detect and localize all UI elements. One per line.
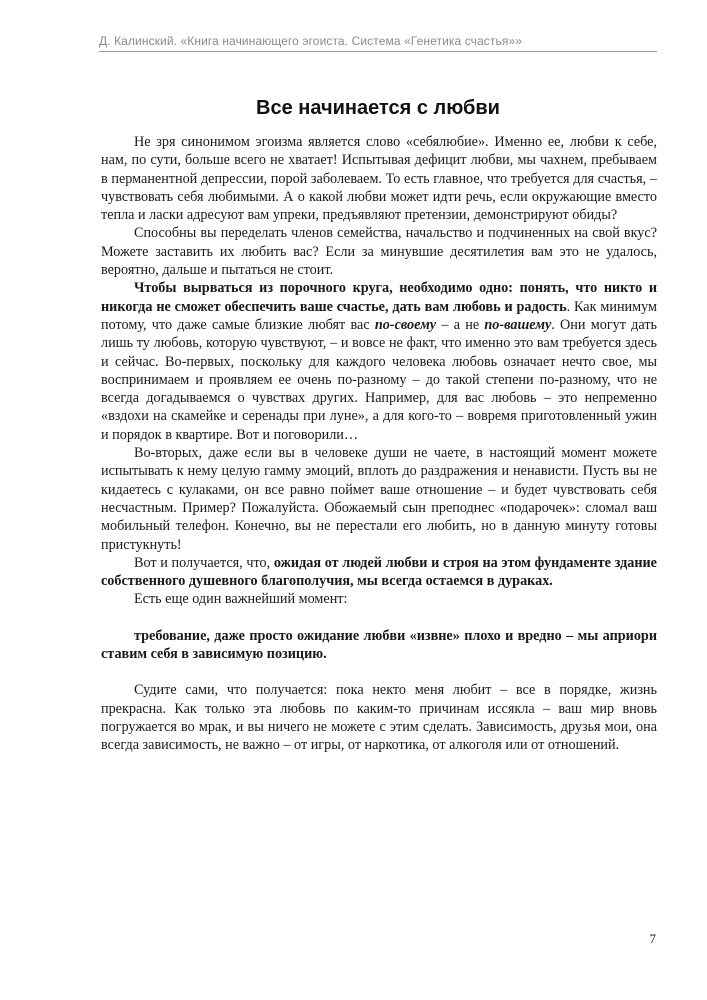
paragraph-3-text-a: . Как минимум потому, что даже самые близкие любят вас (101, 298, 657, 333)
paragraph-2: Способны вы переделать членов семейства, начальство и подчиненных на свой вкус? Можете заставить их любить вас? Если за минувшие десятилетия вам это не удалось, вероятно, дальше и пытаться не стоит. (101, 225, 657, 279)
paragraph-4: Во-вторых, даже если вы в человеке души не чаете, в настоящий момент можете испытывать к нему целую гамму эмоций, вплоть до раздражения и ненависти. Пусть вы не кидаетесь с кулаками, он все равно поймет ваше отношение – и будет чувствовать себя несчастным. Пример? Пожалуйста. Обожаемый сын преподнес «подарочек»: сломал ваш мобильный телефон. Конечно, вы не перестали его любить, но в данную минуту готовы пристукнуть! (101, 445, 657, 553)
running-header: Д. Калинский. «Книга начинающего эгоиста. Система «Генетика счастья»» (99, 34, 522, 48)
paragraph-5 (101, 554, 657, 591)
emphasis-po-vashemu: по-вашему (484, 316, 552, 333)
chapter-body (101, 133, 657, 755)
bold-conclusion: ожидая от людей любви и строя на этом фундаменте здание собственного душевного благополучия, мы всегда остаемся в дураках. (101, 554, 657, 590)
paragraph-3-text-b: – а не (436, 316, 485, 333)
paragraph-5-text: Вот и получается, что, (134, 554, 274, 571)
paragraph-6: Есть еще один важнейший момент: (134, 591, 348, 608)
bold-statement: Чтобы вырваться из порочного круга, необходимо одно: понять, что никто и никогда не сможет обеспечить ваше счастье, дать вам любовь и радость (101, 280, 657, 315)
page-number: 7 (649, 931, 656, 946)
paragraph-8: Судите сами, что получается: пока некто меня любит – все в порядке, жизнь прекрасна. Как только эта любовь по каким-то причинам иссякла – ваш мир вновь погружается во мрак, и вы ничего не можете с этим сделать. Зависимость, друзья мои, она всегда зависимость, не важно – от игры, от наркотика, от алкоголя или от отношений. (101, 682, 657, 754)
paragraph-3 (101, 279, 657, 444)
chapter-title: Все начинается с любви (256, 97, 500, 119)
paragraph-3-text-c: . Они могут дать лишь ту любовь, которую чувствуют, – и вовсе не факт, что именно это вам требуется здесь и сейчас. Во-первых, поскольку для каждого человека любовь означает нечто свое, мы воспринимаем и проявляем ее очень по-разному – до такой степени по-разному, что не всегда догадываемся о чувствах других. Например, для вас любовь – это непременно «вздохи на скамейке и серенады при луне», а для кого-то – вовремя приготовленный ужин и порядок в квартире. Вот и поговорили… (101, 316, 658, 443)
emphasis-po-svoemu: по-своему (374, 316, 437, 333)
header-divider (99, 51, 657, 52)
key-statement-text: требование, даже просто ожидание любви «извне» плохо и вредно – мы априори ставим себя в зависимую позицию. (101, 627, 657, 663)
paragraph-1: Не зря синонимом эгоизма является слово «себялюбие». Именно ее, любви к себе, нам, по сути, больше всего не хватает! Испытывая дефицит любви, мы чахнем, пребываем в перманентной депрессии, порой заболеваем. То есть главное, что требуется для счастья, – чувствовать себя любимыми. А о какой любви может идти речь, если окружающие вместо тепла и ласки адресуют вам упреки, предъявляют претензии, демонстрируют обиды? (101, 134, 657, 224)
key-statement (101, 627, 657, 664)
